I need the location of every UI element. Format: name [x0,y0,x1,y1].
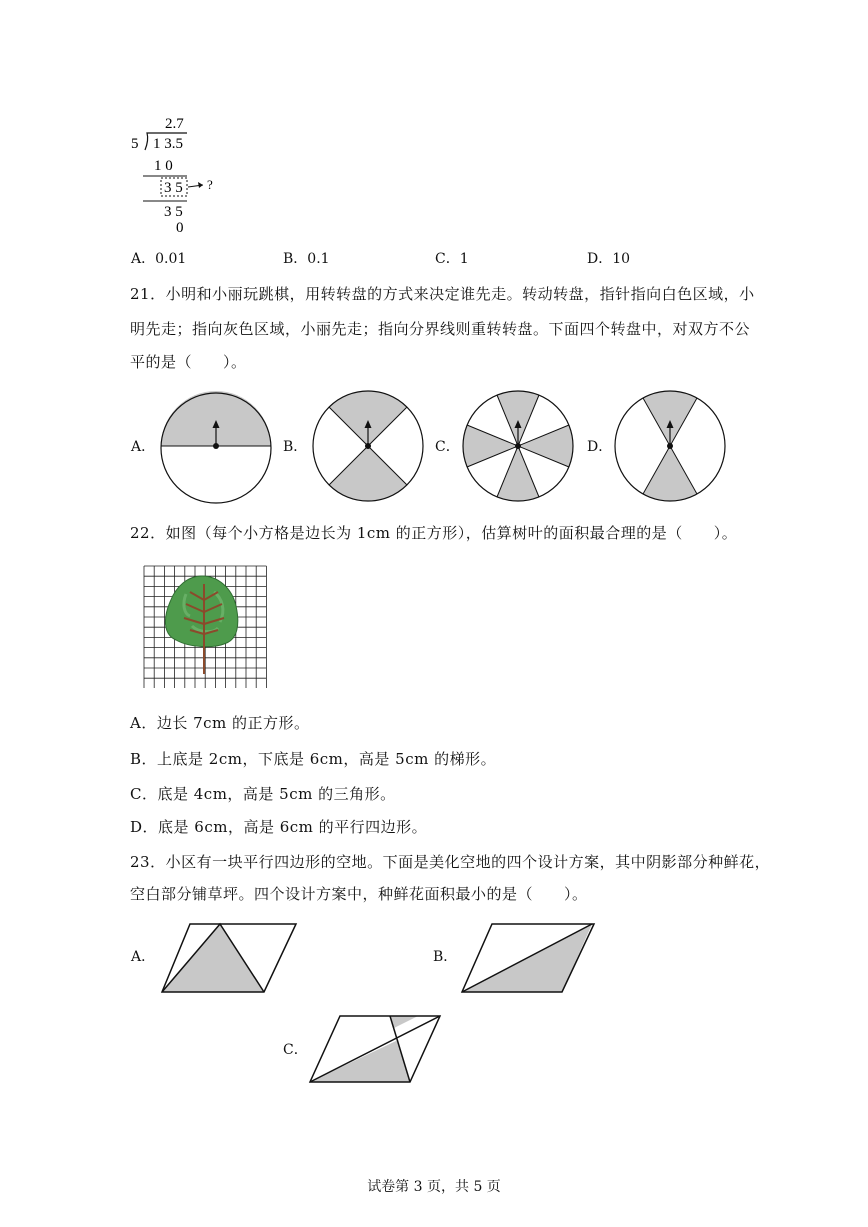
division-divisor: 5 [131,136,139,152]
q21-text-line1: 21．小明和小丽玩跳棋，用转转盘的方式来决定谁先走。转动转盘，指针指向白色区域，小 [130,285,755,303]
division-arrow-head [198,182,203,188]
q23-text-line1: 23．小区有一块平行四边形的空地。下面是美化空地的四个设计方案，其中阴影部分种鲜花， [130,853,771,871]
q22-option-d[interactable]: D．底是 6cm，高是 6cm 的平行四边形。 [130,818,428,836]
spinner-c-shaded-right [518,425,573,467]
q21-text-line2: 明先走；指向灰色区域，小丽先走；指向分界线则重转转盘。下面四个转盘中，对双方不公 [130,320,751,338]
division-step3: 3 5 [164,204,183,220]
q21-option-d-label[interactable]: D． [587,439,613,455]
q23-option-b-label[interactable]: B． [433,949,458,965]
q22-option-a[interactable]: A．边长 7cm 的正方形。 [130,714,310,732]
spinner-a[interactable] [158,390,274,506]
division-step1: 1 0 [154,158,173,174]
division-step2: 3 5 [164,180,183,196]
division-dividend: 1 3.5 [153,136,183,152]
spinner-c[interactable] [460,390,576,506]
q20-option-d[interactable]: D．10 [587,251,631,267]
q21-option-b-label[interactable]: B． [283,439,308,455]
division-question-mark: ? [207,177,213,192]
long-division-figure [125,110,235,235]
q22-option-b[interactable]: B．上底是 2cm，下底是 6cm，高是 5cm 的梯形。 [130,750,497,768]
q21-option-c-label[interactable]: C． [435,439,460,455]
parallelogram-c[interactable] [306,1012,446,1086]
q21-option-a-label[interactable]: A． [131,439,156,455]
q23-option-a-label[interactable]: A． [131,949,156,965]
parallelogram-c-shaded-top [390,1016,418,1028]
leaf-grid-figure [142,564,268,688]
page-footer: 试卷第 3 页，共 5 页 [367,1179,501,1195]
spinner-b[interactable] [310,390,426,506]
spinner-c-shaded-bottom [497,446,539,501]
division-remainder: 0 [176,220,184,235]
q22-text-line1: 22．如图（每个小方格是边长为 1cm 的正方形），估算树叶的面积最合理的是（ ）。 [130,524,738,542]
q20-option-c[interactable]: C．1 [435,251,469,267]
parallelogram-b[interactable] [458,920,600,996]
q20-option-a[interactable]: A．0.01 [131,251,187,267]
parallelogram-a-shaded-triangle [162,924,264,992]
spinner-c-shaded-left [463,425,518,467]
spinner-d-shaded-bottom [643,446,697,501]
q22-option-c[interactable]: C．底是 4cm，高是 5cm 的三角形。 [130,785,396,803]
parallelogram-a[interactable] [158,920,300,996]
spinner-d[interactable] [612,390,728,506]
q21-text-line3: 平的是（ ）。 [130,353,247,371]
q20-option-b[interactable]: B．0.1 [283,251,330,267]
q23-text-line2: 空白部分铺草坪。四个设计方案中，种鲜花面积最小的是（ ）。 [130,885,588,903]
division-quotient: 2.7 [165,116,184,132]
parallelogram-c-shaded-lower [310,1040,410,1082]
q23-option-c-label[interactable]: C． [283,1042,308,1058]
